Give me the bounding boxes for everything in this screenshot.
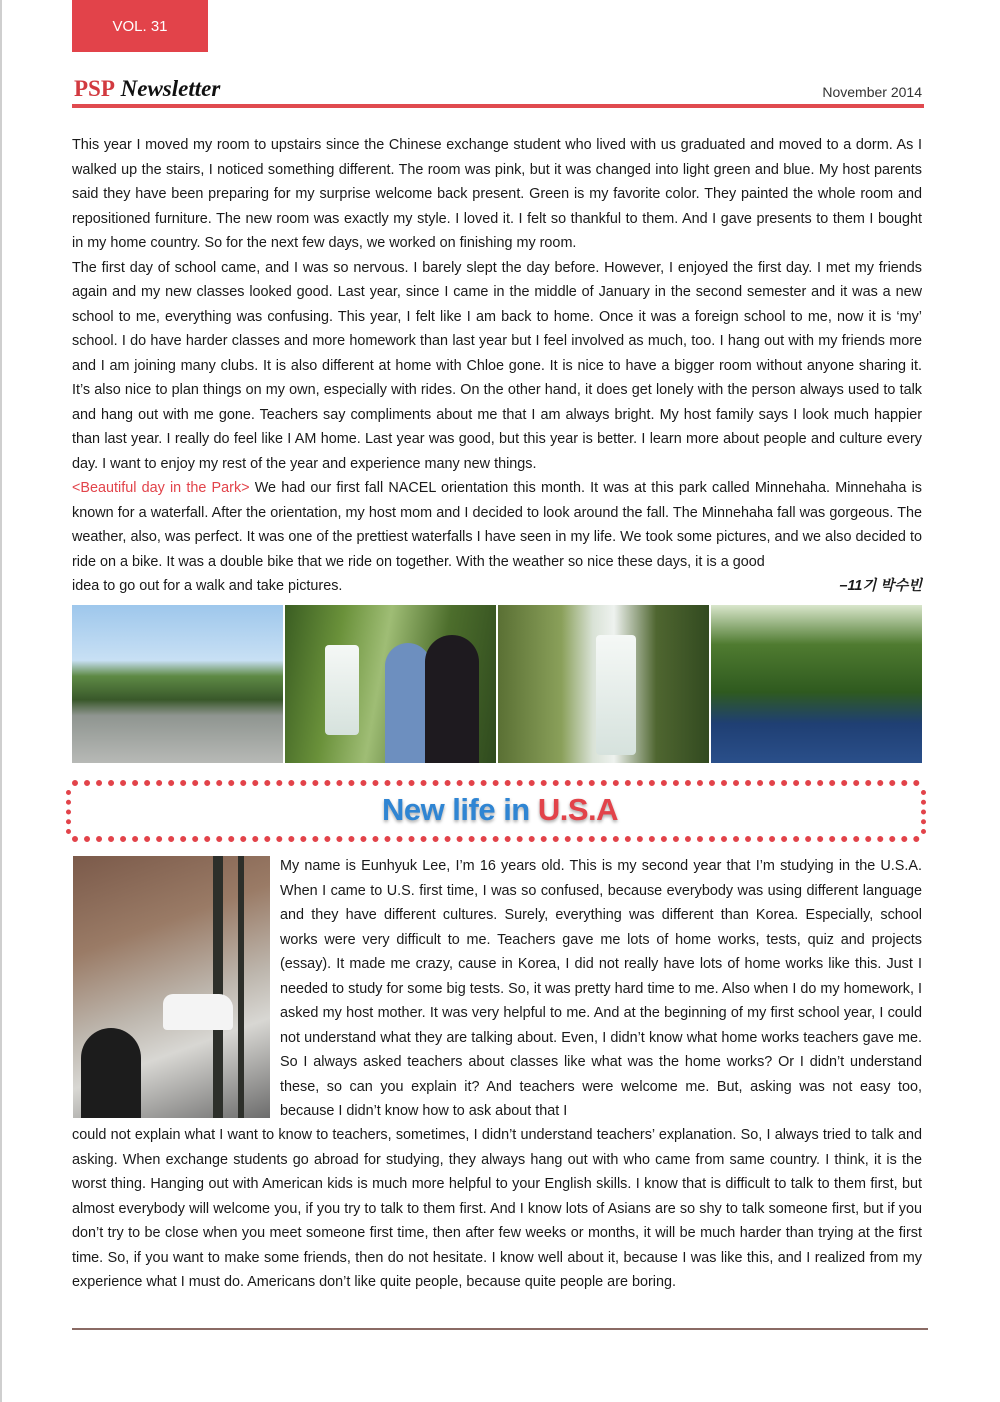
park-last-line: idea to go out for a walk and take pictures. — [72, 578, 343, 594]
section-title — [0, 792, 1000, 828]
waterfall-shape — [325, 645, 359, 735]
car-shape — [163, 994, 233, 1030]
brand-name: Newsletter — [120, 76, 221, 101]
river-photo — [711, 605, 922, 763]
author-signature: –11기 박수빈 — [839, 578, 922, 594]
waterfall-shape — [596, 635, 636, 755]
waterfall-photo — [498, 605, 709, 763]
article-two-wrapped: My name is Eunhyuk Lee, I’m 16 years old. This is my second year that I’m studying in the U.S.A. When I came to U.S. first time, I was so confused, because everybody was using different language and they have different cultures. Surely, everything was different than Korea. Especially, school works were very difficult to me. Teachers gave me lots of home works, tests, quiz and projects (essay). It made me crazy, cause in Korea, I did not really have lots of home works like this. Just I needed to study for some big tests. So, it was pretty hard time to me. Also when I do my homework, I asked my host mother. It was very helpful to me. And at the beginning of my first school year, I could not understand what they are talking about. Even, I didn’t know what home works teachers gave me. So I always asked teachers about classes like what was the home works? Or I didn’t understand these, so can you explain it? And teachers were welcome me. But, asking was not easy too, because I didn’t know how to ask about that I — [280, 858, 922, 1119]
waterfall-portrait-photo — [285, 605, 496, 763]
photo-strip — [72, 605, 922, 763]
article-one-paragraph-3 — [72, 476, 922, 574]
person-shape — [425, 635, 479, 763]
article-one-paragraph-2: The first day of school came, and I was so nervous. I barely slept the day before. However, I enjoyed the first day. I met my friends again and my new classes looked good. Last year, since I came in the middle of January in the second semester and it was a new school to me, everything was confusing. This year, I felt like I am back to home. Once it was a foreign school to me, now it is ‘my’ school. I do have harder classes and more homework than last year but I feel involved as much, too. I hang out with my friends more and I am joining many clubs. It is also different at home with Chloe gone. It is nice to have a bigger room without anyone sharing it. It’s also nice to plan things on my own, especially with rides. On the other hand, it does get lonely with the person always used to talk and hang out with me gone. Teachers say compliments about me that I am always bright. My host family says I look much happier than last year. I really do feel like I AM home. Last year was good, but this year is better. I learn more about people and culture every day. I want to enjoy my rest of the year and experience many new things. — [72, 259, 922, 472]
footer-rule — [72, 1328, 928, 1330]
pole-shape — [238, 856, 244, 1118]
pole-shape — [213, 856, 223, 1118]
brand-prefix: PSP — [74, 76, 115, 101]
article-one-paragraph-1: This year I moved my room to upstairs since the Chinese exchange student who lived with us graduated and moved to a dorm. As I walked up the stairs, I noticed something different. The room was pink, but it was changed into light green and blue. My host parents said they have been preparing for my surprise welcome back present. Green is my favorite color. They painted the whole room and repositioned furniture. The new room was exactly my style. I loved it. I felt so thankful to them. And I gave presents to them I bought in my home country. So for the next few days, we worked on finishing my room. — [72, 137, 922, 251]
park-path-photo — [72, 605, 283, 763]
issue-date: November 2014 — [822, 84, 922, 100]
header-rule — [72, 104, 924, 108]
park-subheading: <Beautiful day in the Park> — [72, 480, 250, 496]
newsletter-brand — [74, 76, 220, 102]
section-title-part-1: New life in — [381, 792, 530, 827]
section-title-part-2: U.S.A — [537, 792, 619, 827]
article-two-body: could not explain what I want to know to teachers, sometimes, I didn’t understand teachers’ explanation. So, I always tried to talk and asking. When exchange students go abroad for studying, they always hang out with who came from same country. I think, it is the worst thing. Hanging out with American kids is much more helpful to your English skills. I know that is difficult to talk to them first, but almost everybody will welcome you, if you try to talk to them first. And I know lots of Asians are so shy to talk someone first, but if you don’t try to be close when you meet someone first time, then after few weeks or months, it will be much harder than trying at the first time. So, if you want to make some friends, then do not hesitate. I know well about it, because I was like this, and I realized from my experience what I must do. Americans don’t like quite people, because quite people are boring. — [72, 1127, 922, 1290]
volume-tab — [72, 0, 208, 52]
person-shape — [81, 1028, 141, 1118]
signature-line — [72, 574, 922, 599]
street-photo — [73, 856, 270, 1118]
park-body: We had our first fall NACEL orientation this month. It was at this park called Minnehaha. Minnehaha is known for a waterfall. After the orientation, my host mom and I decided to look around the fall. The Minnehaha fall was gorgeous. The weather, also, was perfect. It was one of the prettiest waterfalls I have seen in my life. We took some pictures, and we also decided to ride on a bike. It was a double bike that we ride on together. With the weather so nice these days, it is a good — [72, 480, 922, 570]
page-edge-line — [0, 0, 2, 1402]
article-one — [72, 133, 922, 599]
volume-label: VOL. 31 — [112, 17, 168, 35]
